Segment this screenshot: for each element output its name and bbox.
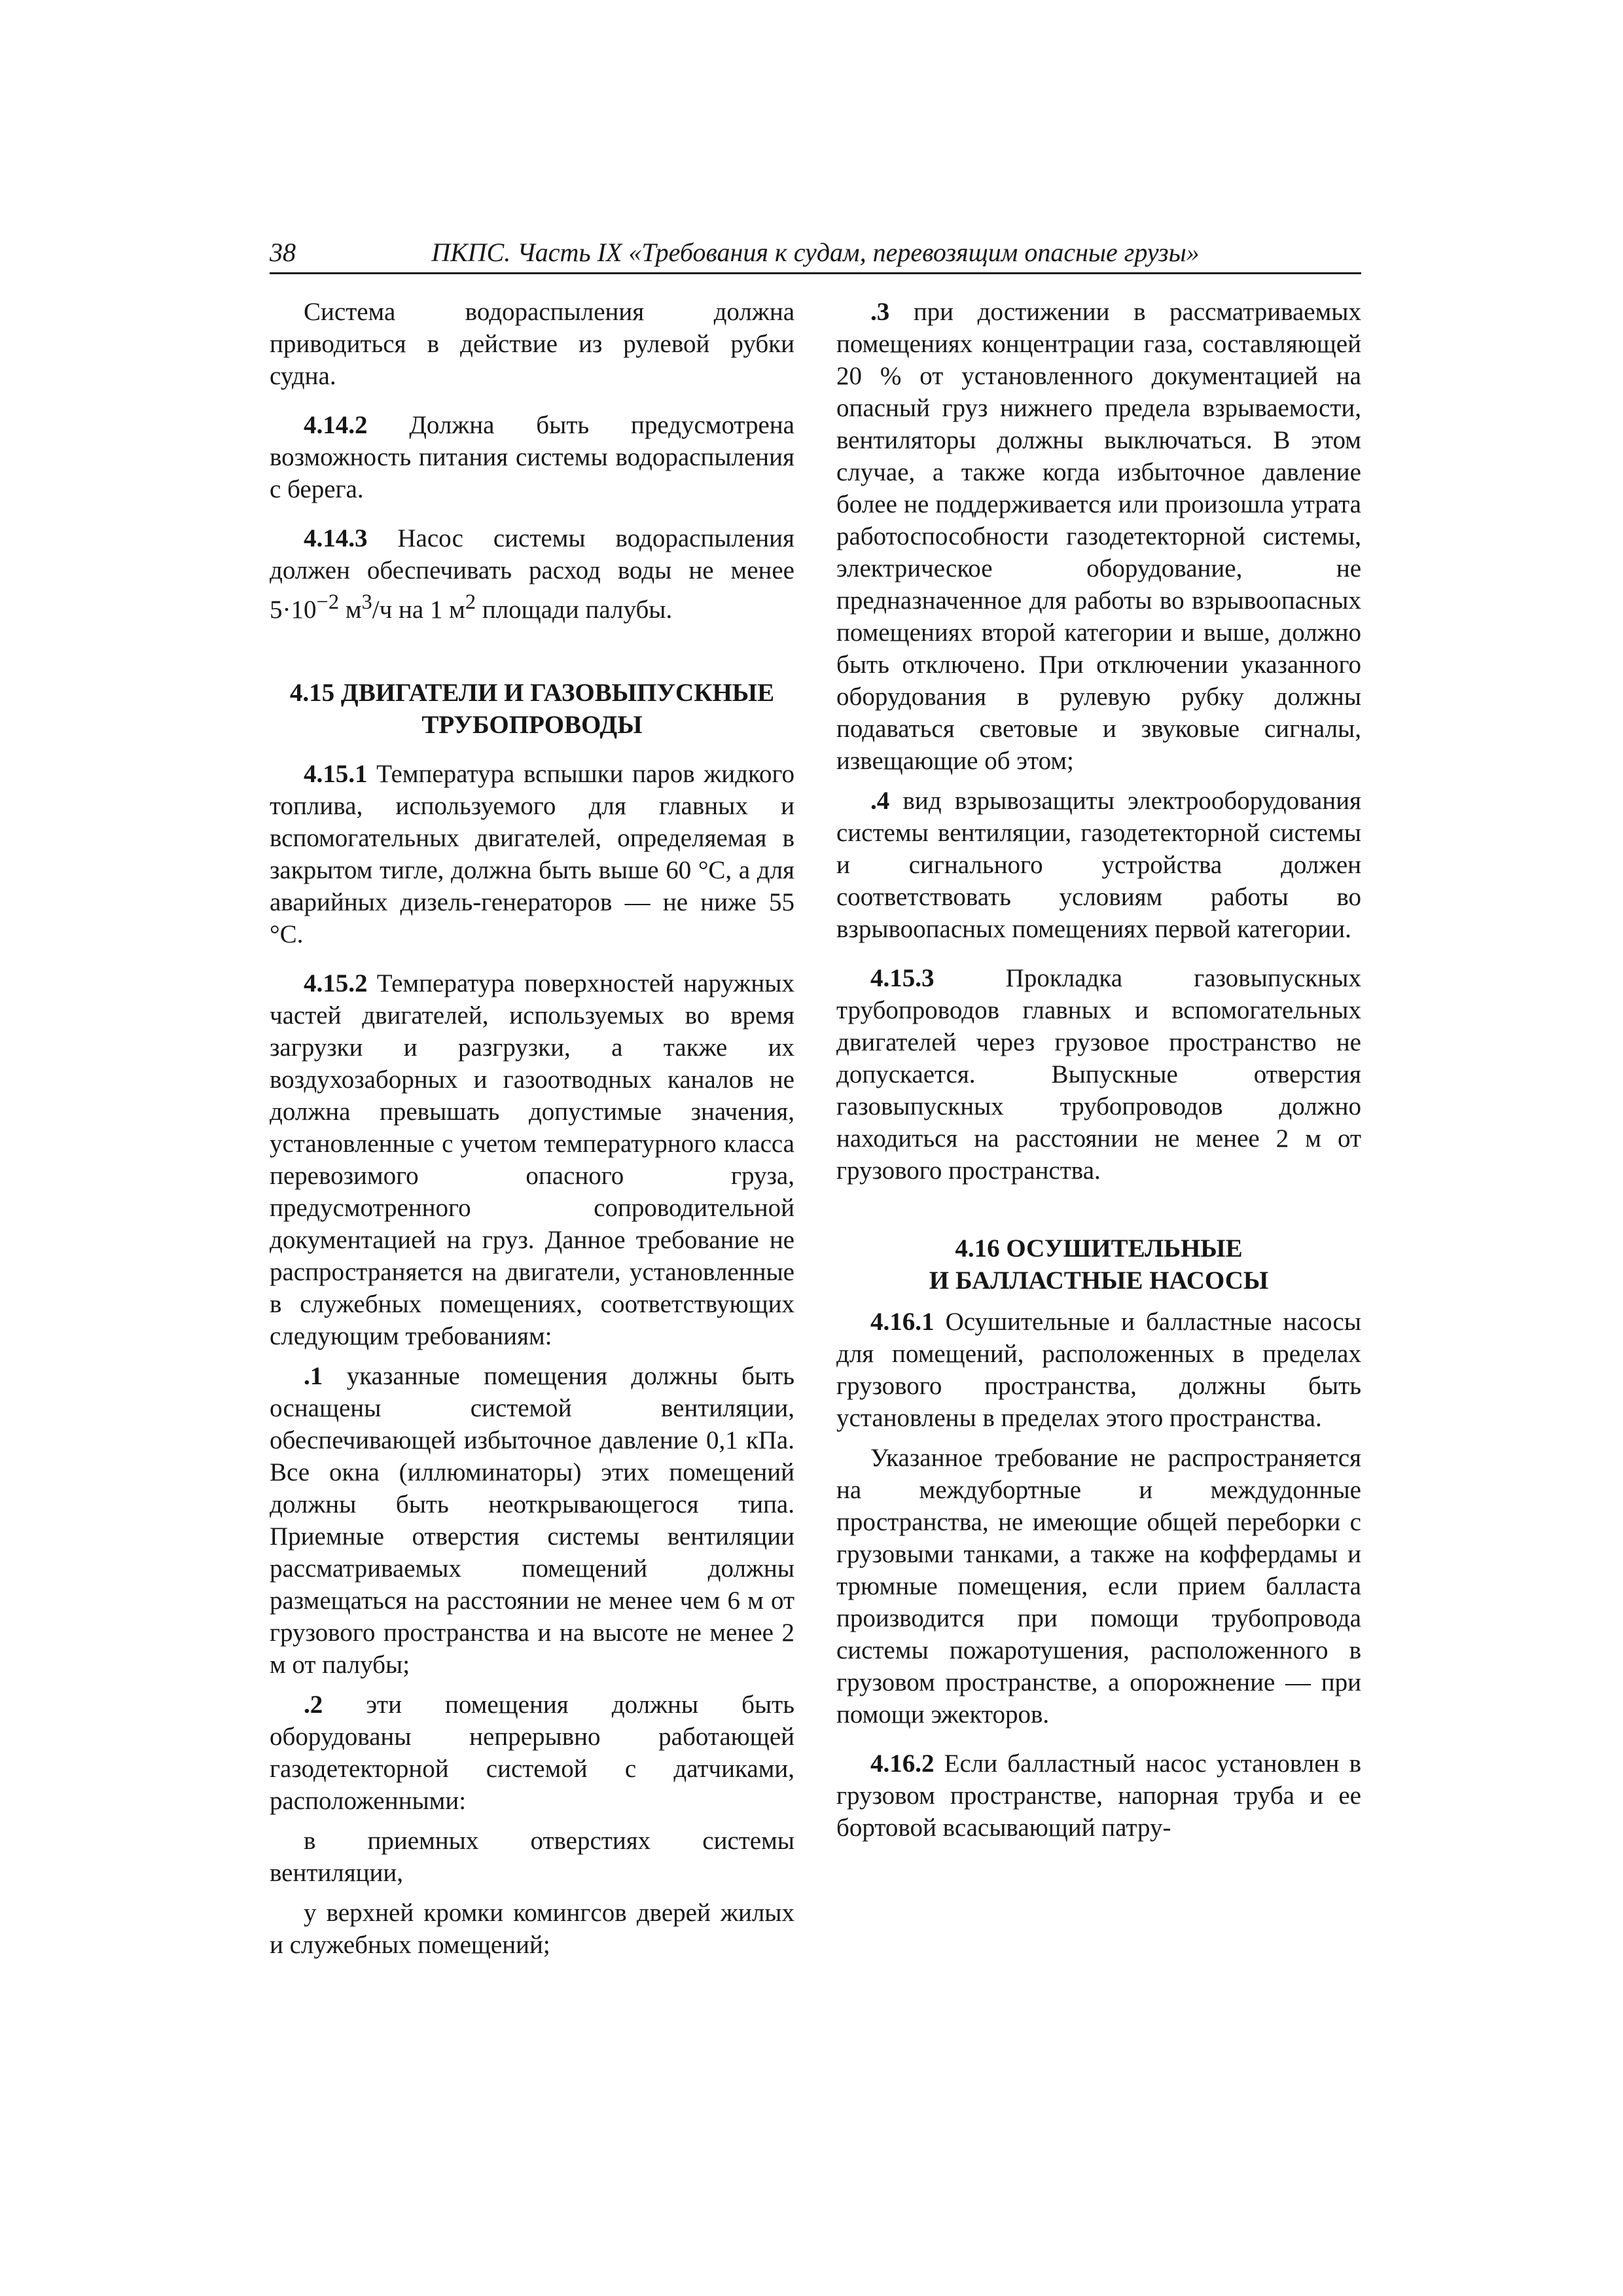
clause-4-14-2 (270, 409, 794, 505)
clause-number: 4.14.3 (304, 524, 368, 552)
item-number: .4 (870, 787, 890, 815)
item-number: .2 (304, 1691, 323, 1719)
section-heading-4-15 (270, 677, 794, 741)
page-header (270, 234, 1361, 271)
page-number: 38 (270, 238, 296, 267)
clause-4-16-2 (836, 1748, 1361, 1844)
clause-text: Должна быть предусмотрена возможность питания системы водораспыления с берега. (270, 411, 794, 503)
clause-number: 4.16.2 (870, 1749, 935, 1778)
list-subitem: в приемных отверстиях системы вентиляции, (270, 1827, 794, 1887)
left-column (270, 296, 794, 1961)
heading-line: 4.15 ДВИГАТЕЛИ И ГАЗОВЫПУСКНЫЕ (289, 679, 775, 707)
clause-4-15-1 (270, 758, 794, 950)
clause-number: 4.14.2 (304, 411, 368, 439)
list-item-1 (270, 1360, 794, 1681)
clause-text: Если балластный насос установлен в грузовом пространстве, напорная труба и ее бортовой всасывающий патру- (836, 1749, 1361, 1842)
item-text: эти помещения должны быть оборудованы непрерывно работающей газодетекторной системой с датчиками, расположенными: (270, 1691, 794, 1815)
list-item-4 (836, 785, 1361, 945)
section-heading-4-16 (836, 1232, 1361, 1297)
list-subitem: у верхней кромки комингсов дверей жилых и служебных помещений; (270, 1899, 794, 1959)
clause-text: площади палубы. (476, 596, 673, 624)
exponent: 3 (361, 590, 372, 614)
clause-4-15-3 (836, 962, 1361, 1187)
item-text: вид взрывозащиты электрооборудования системы вентиляции, газодетекторной системы и сигнального устройства должен соответствовать условиям работы во взрывоопасных помещениях первой категории. (836, 787, 1361, 943)
heading-line: 4.16 ОСУШИТЕЛЬНЫЕ (955, 1234, 1243, 1263)
clause-text: Температура поверхностей наружных частей двигателей, используемых во время загрузки и разгрузки, а также их воздухозаборных и газоотводных каналов не должна превышать допустимые значения, установленные с учетом температурного класса перевозимого опасного груза, предусмотренного сопроводительной документацией на груз. Данное требование не распространяется на двигатели, установленные в служебных помещениях, соответствующих следующим требованиям: (270, 969, 794, 1350)
heading-line: ТРУБОПРОВОДЫ (421, 711, 643, 739)
list-item-2 (270, 1689, 794, 1817)
clause-text: Температура вспышки паров жидкого топлива, используемого для главных и вспомогательных двигателей, определяемая в закрытом тигле, должна быть выше 60 °C, а для аварийных дизель-генераторов — не ниже 55 °C. (270, 760, 794, 948)
item-text: указанные помещения должны быть оснащены системой вентиляции, обеспечивающей избыточное давление 0,1 кПа. Все окна (иллюминаторы) этих помещений должны быть неоткрывающегося типа. Приемные отверстия системы вентиляции рассматриваемых помещений должны размещаться на расстоянии не менее чем 6 м от грузового пространства и на высоте не менее 2 м от палубы; (270, 1362, 794, 1679)
clause-4-14-3 (270, 522, 794, 626)
clause-text: Осушительные и балластные насосы для помещений, расположенных в пределах грузового пространства, должны быть установлены в пределах этого пространства. (836, 1308, 1361, 1432)
clause-text: /ч на 1 м (372, 596, 465, 624)
clause-number: 4.15.3 (870, 964, 935, 992)
item-text: при достижении в рассматриваемых помещениях концентрации газа, составляющей 20 % от установленного документацией на опасный груз нижнего предела взрываемости, вентиляторы должны выключаться. В этом случае, а также когда избыточное давление более не поддерживается или произошла утрата работоспособности газодетекторной системы, электрическое оборудование, не предназначенное для работы во взрывоопасных помещениях второй категории и выше, должно быть отключено. При отключении указанного оборудования в рулевую рубку должны подаваться световые и звуковые сигналы, извещающие об этом; (836, 298, 1361, 775)
item-number: .3 (870, 298, 890, 326)
clause-text: Насос системы водораспыления должен обеспечивать расход воды не менее 5·10 (270, 524, 794, 624)
exponent: −2 (316, 590, 340, 614)
list-item-3 (836, 296, 1361, 777)
clause-number: 4.16.1 (870, 1308, 935, 1336)
running-title: ПКПС. Часть IX «Требования к судам, перевозящим опасные грузы» (431, 238, 1200, 267)
heading-line: И БАЛЛАСТНЫЕ НАСОСЫ (929, 1266, 1269, 1295)
clause-4-15-2 (270, 967, 794, 1352)
clause-number: 4.15.2 (304, 969, 368, 997)
clause-text: м (339, 596, 362, 624)
clause-text: Прокладка газовыпускных трубопроводов главных и вспомогательных двигателей через грузовое пространство не допускается. Выпускные отверстия газовыпускных трубопроводов должно находиться на расстоянии не менее 2 м от грузового пространства. (836, 964, 1361, 1185)
item-number: .1 (304, 1362, 323, 1390)
clause-number: 4.15.1 (304, 760, 368, 788)
paragraph-4-16-1-continued: Указанное требование не распространяется на междубортные и междудонные пространства, не имеющие общей переборки с грузовыми танками, а также на коффердамы и трюмные помещения, если прием балласта производится при помощи трубопровода системы пожаротушения, расположенного в грузовом пространстве, а опорожнение — при помощи эжекторов. (836, 1444, 1361, 1729)
clause-4-16-1 (836, 1306, 1361, 1434)
header-rule (270, 272, 1361, 274)
exponent: 2 (465, 590, 476, 614)
paragraph-water-spray-activation: Система водораспыления должна приводиться в действие из рулевой рубки судна. (270, 298, 794, 390)
right-column (836, 296, 1361, 1844)
